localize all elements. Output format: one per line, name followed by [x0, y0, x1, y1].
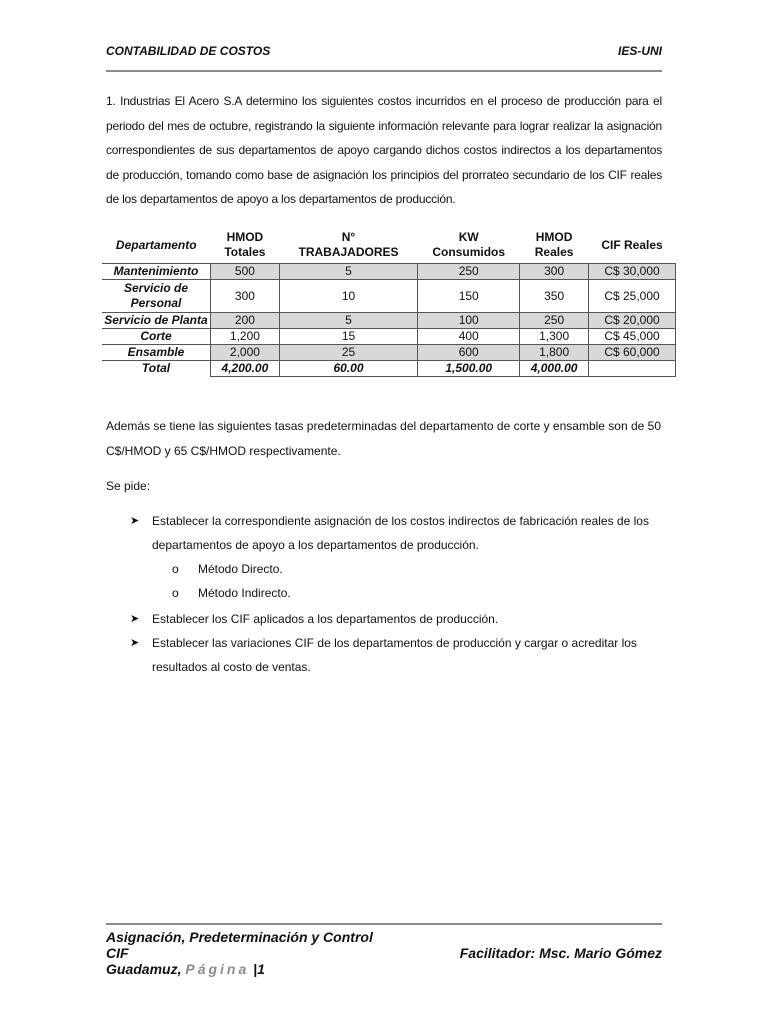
cell-trab: 10: [279, 280, 417, 313]
method-item: [172, 581, 291, 605]
method-item: [172, 557, 283, 581]
footer-line-1: Asignación, Predeterminación y Control: [106, 929, 373, 945]
col-header-departamento: Departamento: [115, 237, 197, 252]
table-header-row: [102, 227, 676, 264]
cell-hmod: 200: [211, 313, 280, 329]
cell-cif: C$ 20,000: [589, 313, 676, 329]
header-institution: IES-UNI: [617, 44, 662, 58]
task-item: [130, 631, 682, 679]
table-row: [102, 345, 676, 361]
row-dept: Servicio de Personal: [102, 280, 211, 313]
footer-line-2: CIF: [106, 945, 129, 961]
col-header-kw: KW Consumidos: [432, 230, 506, 259]
arrow-bullet-icon: ➤: [130, 637, 140, 649]
footer-facilitator: Facilitador: Msc. Mario Gómez: [459, 945, 662, 961]
method-text: Método Directo.: [198, 562, 283, 576]
task-text: Establecer la correspondiente asignación de los costos indirectos de fabricación reales de los departamentos de apoyo a los departamentos de producción.: [152, 514, 649, 552]
cell-real: 1,800: [520, 345, 589, 361]
row-dept: Servicio de Planta: [102, 313, 211, 329]
cell-cif: C$ 45,000: [589, 329, 676, 345]
cell-cif: C$ 60,000: [589, 345, 676, 361]
circle-bullet-icon: o: [172, 586, 179, 600]
cell-trab: 5: [279, 313, 417, 329]
cell-real-total: 4,000.00: [520, 361, 589, 377]
cost-data-table: [102, 227, 676, 377]
cell-cif: C$ 25,000: [589, 280, 676, 313]
table-row: [102, 313, 676, 329]
task-text: Establecer las variaciones CIF de los departamentos de producción y cargar o acreditar los resultados al costo de ventas.: [152, 636, 637, 674]
table-total-row: [102, 361, 676, 377]
cell-hmod: 500: [211, 264, 280, 280]
cell-real: 250: [520, 313, 589, 329]
cell-hmod: 2,000: [211, 345, 280, 361]
col-header-hmod-totales: HMOD Totales: [224, 230, 266, 259]
cell-hmod: 300: [211, 280, 280, 313]
arrow-bullet-icon: ➤: [130, 613, 140, 625]
cell-hmod-total: 4,200.00: [211, 361, 280, 377]
footer-title: [106, 929, 406, 977]
cell-kw: 100: [418, 313, 520, 329]
header-divider: [106, 70, 662, 72]
footer-line-3: Guadamuz, Página |1: [106, 961, 265, 977]
cell-trab-total: 60.00: [279, 361, 417, 377]
cell-kw: 600: [418, 345, 520, 361]
page-number: 1: [257, 961, 265, 977]
table-row: [102, 280, 676, 313]
arrow-bullet-icon: ➤: [130, 515, 140, 527]
task-text: Establecer los CIF aplicados a los departamentos de producción.: [152, 612, 499, 626]
cell-trab: 5: [279, 264, 417, 280]
cell-trab: 25: [279, 345, 417, 361]
cell-hmod: 1,200: [211, 329, 280, 345]
method-text: Método Indirecto.: [198, 586, 291, 600]
cell-trab: 15: [279, 329, 417, 345]
cell-real: 300: [520, 264, 589, 280]
task-item: [130, 509, 682, 557]
row-dept: Corte: [102, 329, 211, 345]
col-header-trabajadores: N° TRABAJADORES: [298, 230, 399, 259]
footer-divider: [106, 923, 662, 925]
page-header: [106, 44, 662, 58]
page-label: Página: [185, 961, 250, 977]
se-pide-label: Se pide:: [106, 479, 151, 493]
row-dept: Ensamble: [102, 345, 211, 361]
cell-kw: 250: [418, 264, 520, 280]
table-row: [102, 264, 676, 280]
cell-real: 1,300: [520, 329, 589, 345]
row-dept: Mantenimiento: [102, 264, 211, 280]
table-row: [102, 329, 676, 345]
task-item: [130, 607, 682, 631]
col-header-hmod-reales: HMOD Reales: [534, 230, 574, 259]
row-dept-total: Total: [102, 361, 211, 377]
col-header-cif-reales: CIF Reales: [601, 237, 663, 252]
header-course-title: CONTABILIDAD DE COSTOS: [106, 44, 271, 58]
problem-statement: 1. Industrias El Acero S.A determino los siguientes costos incurridos en el proceso de producción para el periodo del mes de octubre, registrando la siguiente información relevante para lograr realizar la asignación correspondientes de sus departamentos de apoyo cargando dichos costos indirectos a los departamentos de producción, tomando como base de asignación los principios del prorrateo secundario de los CIF reales de los departamentos de apoyo a los departamentos de producción.: [106, 94, 662, 206]
circle-bullet-icon: o: [172, 562, 179, 576]
cell-cif: C$ 30,000: [589, 264, 676, 280]
cell-real: 350: [520, 280, 589, 313]
rates-paragraph: Además se tiene las siguientes tasas predeterminadas del departamento de corte y ensamble son de 50 C$/HMOD y 65 C$/HMOD respectivamente.: [106, 419, 661, 458]
cell-kw-total: 1,500.00: [418, 361, 520, 377]
cell-cif-total: [589, 361, 676, 377]
cell-kw: 400: [418, 329, 520, 345]
page-separator: |: [253, 961, 258, 977]
cell-kw: 150: [418, 280, 520, 313]
